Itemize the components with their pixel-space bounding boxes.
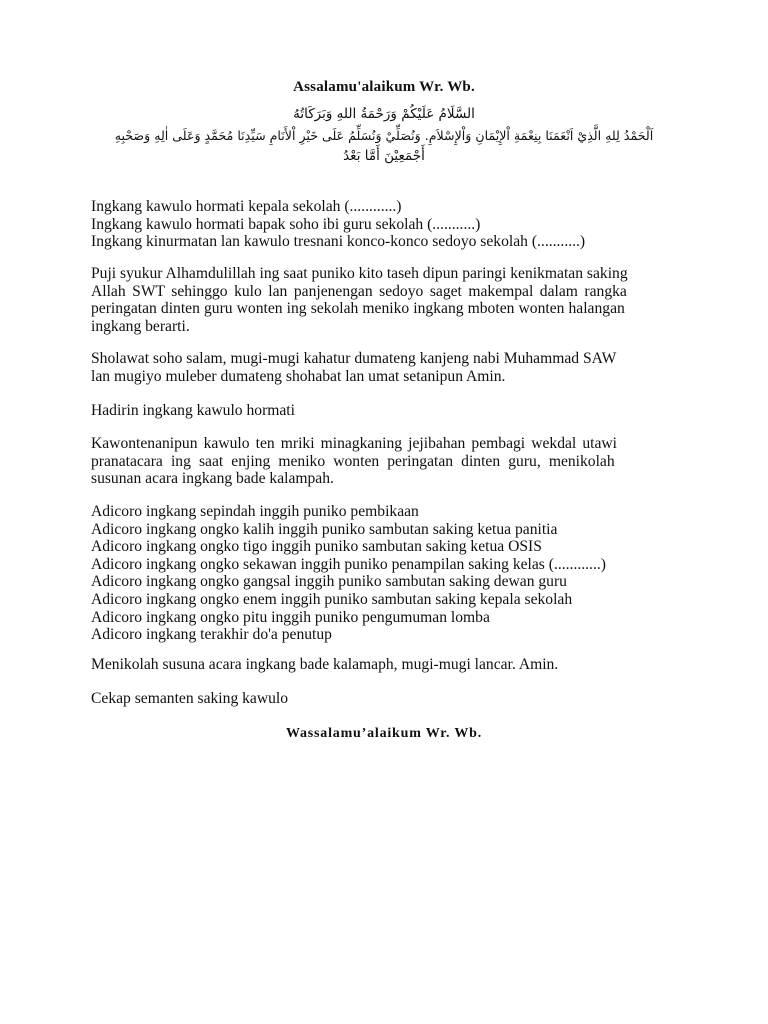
agenda-item: Adicoro ingkang ongko gangsal inggih puniko sambutan saking dewan guru [91,573,567,591]
paragraph-line: Allah SWT sehinggo kulo lan panjenengan sedoyo saget makempal dalam rangka [91,282,627,300]
hadirin-line: Hadirin ingkang kawulo hormati [91,402,295,419]
paragraph-line: lan mugiyo muleber dumateng shohabat lan umat setanipun Amin. [91,367,506,385]
paragraph-line: pranatacara ing saat enjing meniko wonten peringatan dinten guru, menikolah [91,452,615,470]
closing-salam: Wassalamu’alaikum Wr. Wb. [285,726,483,741]
greeting-line: Ingkang kawulo hormati bapak soho ibi guru sekolah (...........) [91,215,481,233]
arabic-hamdalah-line: اَلْحَمْدُ لِلهِ الَّذِيْ اَنْعَمَنَا بِنِعْمَةِ اْلإِيْمَانِ وَاْلإِسْلاَمِ. وَنُصَلِّيْ وَنُسَلِّمُ عَلَى خَيْرِ اْلأَنَامِ سَيِّدِنَا مُحَمَّدٍ وَعَلَى اٰلِهِ وَصَحْبِهِ [114,128,654,143]
arabic-salam-line: السَّلَامُ عَلَيْكُمْ وَرَحْمَةُ اللهِ وَبَرَكَاتُهُ [293,106,475,122]
agenda-item: Adicoro ingkang ongko enem inggih puniko sambutan saking kepala sekolah [91,590,573,608]
agenda-list [91,503,677,644]
agenda-item: Adicoro ingkang terakhir do'a penutup [91,626,332,644]
paragraph-line: ingkang berarti. [91,317,190,335]
paragraph-line: Kawontenanipun kawulo ten mriki minagkaning jejibahan pembagi wekdal utawi [91,435,617,452]
greetings-block [91,198,677,251]
agenda-item: Adicoro ingkang ongko tigo inggih puniko sambutan saking ketua OSIS [91,538,542,556]
agenda-item: Adicoro ingkang ongko sekawan inggih puniko penampilan saking kelas (............) [91,555,606,573]
arabic-amma-bad-line: أَجْمَعِيْنَ أَمَّا بَعْدُ [343,148,425,164]
paragraph-line: Puji syukur Alhamdulillah ing saat puniko kito taseh dipun paringi kenikmatan saking [91,265,628,282]
greeting-line: Ingkang kawulo hormati kepala sekolah (............) [91,198,402,215]
agenda-item: Adicoro ingkang ongko kalih inggih puniko sambutan saking ketua panitia [91,520,558,538]
sholawat-paragraph [91,350,677,385]
document-title: Assalamu'alaikum Wr. Wb. [293,79,475,95]
agenda-item: Adicoro ingkang ongko pitu inggih puniko pengumuman lomba [91,608,490,626]
agenda-item: Adicoro ingkang sepindah inggih puniko pembikaan [91,503,419,520]
paragraph-line: peringatan dinten guru wonten ing sekolah meniko ingkang mboten wonten halangan [91,300,625,318]
cekap-line: Cekap semanten saking kawulo [91,690,289,707]
paragraph-line: Sholawat soho salam, mugi-mugi kahatur dumateng kanjeng nabi Muhammad SAW [91,350,617,367]
kawontenan-paragraph [91,435,677,488]
puji-syukur-paragraph [91,265,677,335]
paragraph-line: susunan acara ingkang bade kalampah. [91,470,334,488]
greeting-line: Ingkang kinurmatan lan kawulo tresnani konco-konco sedoyo sekolah (...........) [91,233,586,251]
menikolah-line: Menikolah susuna acara ingkang bade kalamaph, mugi-mugi lancar. Amin. [91,656,559,673]
